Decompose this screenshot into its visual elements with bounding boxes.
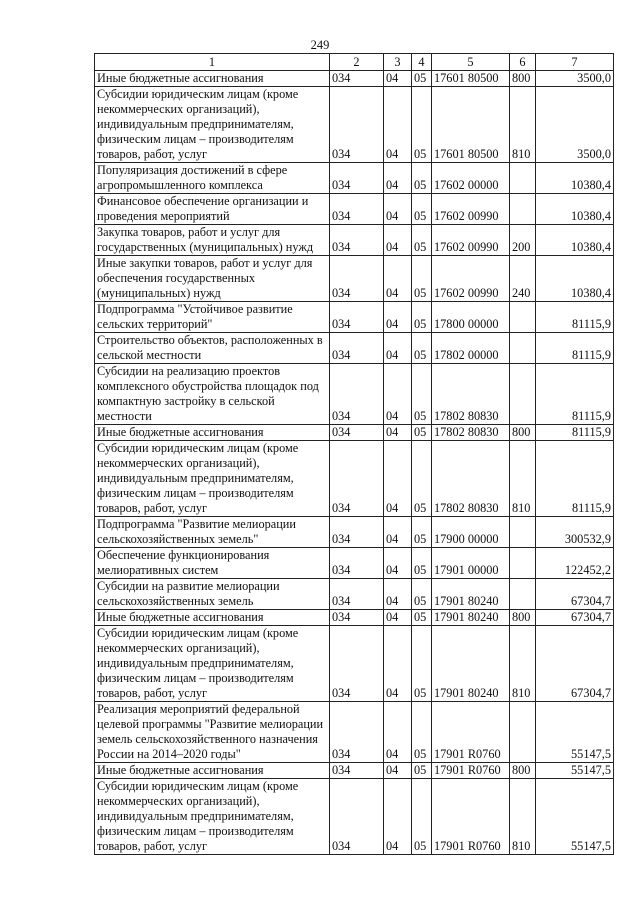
subsection-code-cell: 05 <box>412 163 432 194</box>
subsection-code-cell: 05 <box>412 779 432 855</box>
amount-cell: 300532,9 <box>536 517 614 548</box>
target-article-cell: 17802 80830 <box>432 425 510 441</box>
expense-type-cell <box>510 548 536 579</box>
expense-type-cell <box>510 517 536 548</box>
row-name-cell: Подпрограмма "Развитие мелиорации сельскохозяйственных земель" <box>95 517 330 548</box>
section-code-cell: 04 <box>384 779 412 855</box>
ved-code-cell: 034 <box>330 610 384 626</box>
ved-code-cell: 034 <box>330 163 384 194</box>
column-header: 5 <box>432 54 510 71</box>
amount-cell: 55147,5 <box>536 702 614 763</box>
table-row <box>95 548 614 579</box>
row-name-cell: Строительство объектов, расположенных в сельской местности <box>95 333 330 364</box>
row-name-cell: Реализация мероприятий федеральной целевой программы "Развитие мелиорации земель сельскохозяйственного назначения России на 2014–2020 годы" <box>95 702 330 763</box>
table-row <box>95 87 614 163</box>
expense-type-cell <box>510 333 536 364</box>
subsection-code-cell: 05 <box>412 702 432 763</box>
target-article-cell: 17901 R0760 <box>432 779 510 855</box>
section-code-cell: 04 <box>384 441 412 517</box>
subsection-code-cell: 05 <box>412 71 432 87</box>
table-row <box>95 333 614 364</box>
subsection-code-cell: 05 <box>412 763 432 779</box>
table-row <box>95 579 614 610</box>
amount-cell: 3500,0 <box>536 71 614 87</box>
expense-type-cell <box>510 194 536 225</box>
subsection-code-cell: 05 <box>412 256 432 302</box>
section-code-cell: 04 <box>384 71 412 87</box>
row-name-cell: Субсидии юридическим лицам (кроме некоммерческих организаций), индивидуальным предпринимателям, физическим лицам – производителям товаров, работ, услуг <box>95 441 330 517</box>
section-code-cell: 04 <box>384 626 412 702</box>
expense-type-cell <box>510 163 536 194</box>
ved-code-cell: 034 <box>330 702 384 763</box>
subsection-code-cell: 05 <box>412 302 432 333</box>
row-name-cell: Субсидии на развитие мелиорации сельскохозяйственных земель <box>95 579 330 610</box>
ved-code-cell: 034 <box>330 779 384 855</box>
section-code-cell: 04 <box>384 194 412 225</box>
expense-type-cell <box>510 364 536 425</box>
table-row <box>95 441 614 517</box>
column-header: 3 <box>384 54 412 71</box>
expense-type-cell <box>510 702 536 763</box>
ved-code-cell: 034 <box>330 225 384 256</box>
expense-type-cell: 800 <box>510 71 536 87</box>
section-code-cell: 04 <box>384 163 412 194</box>
expense-type-cell: 810 <box>510 626 536 702</box>
section-code-cell: 04 <box>384 87 412 163</box>
subsection-code-cell: 05 <box>412 548 432 579</box>
table-row <box>95 517 614 548</box>
ved-code-cell: 034 <box>330 194 384 225</box>
amount-cell: 81115,9 <box>536 441 614 517</box>
ved-code-cell: 034 <box>330 763 384 779</box>
section-code-cell: 04 <box>384 517 412 548</box>
subsection-code-cell: 05 <box>412 579 432 610</box>
ved-code-cell: 034 <box>330 302 384 333</box>
row-name-cell: Иные бюджетные ассигнования <box>95 71 330 87</box>
table-row <box>95 364 614 425</box>
section-code-cell: 04 <box>384 425 412 441</box>
target-article-cell: 17900 00000 <box>432 517 510 548</box>
ved-code-cell: 034 <box>330 425 384 441</box>
section-code-cell: 04 <box>384 225 412 256</box>
amount-cell: 55147,5 <box>536 763 614 779</box>
target-article-cell: 17802 00000 <box>432 333 510 364</box>
amount-cell: 67304,7 <box>536 626 614 702</box>
expense-type-cell: 810 <box>510 87 536 163</box>
row-name-cell: Подпрограмма "Устойчивое развитие сельских территорий" <box>95 302 330 333</box>
target-article-cell: 17602 00990 <box>432 225 510 256</box>
section-code-cell: 04 <box>384 548 412 579</box>
row-name-cell: Иные бюджетные ассигнования <box>95 425 330 441</box>
ved-code-cell: 034 <box>330 626 384 702</box>
row-name-cell: Субсидии юридическим лицам (кроме некоммерческих организаций), индивидуальным предпринимателям, физическим лицам – производителям товаров, работ, услуг <box>95 87 330 163</box>
ved-code-cell: 034 <box>330 364 384 425</box>
expense-type-cell: 810 <box>510 441 536 517</box>
subsection-code-cell: 05 <box>412 87 432 163</box>
target-article-cell: 17901 00000 <box>432 548 510 579</box>
amount-cell: 81115,9 <box>536 425 614 441</box>
subsection-code-cell: 05 <box>412 333 432 364</box>
column-header: 6 <box>510 54 536 71</box>
subsection-code-cell: 05 <box>412 425 432 441</box>
amount-cell: 55147,5 <box>536 779 614 855</box>
subsection-code-cell: 05 <box>412 364 432 425</box>
subsection-code-cell: 05 <box>412 626 432 702</box>
amount-cell: 10380,4 <box>536 194 614 225</box>
expense-type-cell: 240 <box>510 256 536 302</box>
ved-code-cell: 034 <box>330 333 384 364</box>
column-header: 1 <box>95 54 330 71</box>
subsection-code-cell: 05 <box>412 610 432 626</box>
target-article-cell: 17602 00990 <box>432 256 510 302</box>
target-article-cell: 17602 00000 <box>432 163 510 194</box>
expense-type-cell: 810 <box>510 779 536 855</box>
expense-type-cell: 800 <box>510 763 536 779</box>
ved-code-cell: 034 <box>330 71 384 87</box>
ved-code-cell: 034 <box>330 441 384 517</box>
target-article-cell: 17800 00000 <box>432 302 510 333</box>
table-row <box>95 779 614 855</box>
amount-cell: 81115,9 <box>536 333 614 364</box>
table-row <box>95 702 614 763</box>
section-code-cell: 04 <box>384 610 412 626</box>
row-name-cell: Субсидии юридическим лицам (кроме некоммерческих организаций), индивидуальным предпринимателям, физическим лицам – производителям товаров, работ, услуг <box>95 779 330 855</box>
section-code-cell: 04 <box>384 702 412 763</box>
budget-table <box>94 53 614 855</box>
column-header: 4 <box>412 54 432 71</box>
subsection-code-cell: 05 <box>412 194 432 225</box>
row-name-cell: Закупка товаров, работ и услуг для государственных (муниципальных) нужд <box>95 225 330 256</box>
section-code-cell: 04 <box>384 579 412 610</box>
column-header: 7 <box>536 54 614 71</box>
table-row <box>95 225 614 256</box>
header-row <box>95 54 614 71</box>
target-article-cell: 17901 80240 <box>432 626 510 702</box>
target-article-cell: 17802 80830 <box>432 364 510 425</box>
amount-cell: 67304,7 <box>536 610 614 626</box>
amount-cell: 10380,4 <box>536 256 614 302</box>
table-row <box>95 626 614 702</box>
table-row <box>95 763 614 779</box>
row-name-cell: Обеспечение функционирования мелиоративных систем <box>95 548 330 579</box>
ved-code-cell: 034 <box>330 548 384 579</box>
amount-cell: 67304,7 <box>536 579 614 610</box>
section-code-cell: 04 <box>384 364 412 425</box>
expense-type-cell: 800 <box>510 610 536 626</box>
row-name-cell: Популяризация достижений в сфере агропромышленного комплекса <box>95 163 330 194</box>
section-code-cell: 04 <box>384 256 412 302</box>
expense-type-cell: 800 <box>510 425 536 441</box>
target-article-cell: 17901 80240 <box>432 579 510 610</box>
row-name-cell: Иные закупки товаров, работ и услуг для обеспечения государственных (муниципальных) нужд <box>95 256 330 302</box>
target-article-cell: 17601 80500 <box>432 87 510 163</box>
amount-cell: 81115,9 <box>536 302 614 333</box>
table-row <box>95 425 614 441</box>
row-name-cell: Иные бюджетные ассигнования <box>95 610 330 626</box>
table-row <box>95 163 614 194</box>
table-row <box>95 194 614 225</box>
table-row <box>95 610 614 626</box>
ved-code-cell: 034 <box>330 87 384 163</box>
expense-type-cell <box>510 302 536 333</box>
table-row <box>95 71 614 87</box>
target-article-cell: 17901 80240 <box>432 610 510 626</box>
row-name-cell: Финансовое обеспечение организации и проведения мероприятий <box>95 194 330 225</box>
amount-cell: 81115,9 <box>536 364 614 425</box>
subsection-code-cell: 05 <box>412 441 432 517</box>
ved-code-cell: 034 <box>330 256 384 302</box>
amount-cell: 122452,2 <box>536 548 614 579</box>
section-code-cell: 04 <box>384 302 412 333</box>
subsection-code-cell: 05 <box>412 225 432 256</box>
subsection-code-cell: 05 <box>412 517 432 548</box>
ved-code-cell: 034 <box>330 579 384 610</box>
target-article-cell: 17601 80500 <box>432 71 510 87</box>
amount-cell: 3500,0 <box>536 87 614 163</box>
amount-cell: 10380,4 <box>536 163 614 194</box>
page-number: 249 <box>310 38 330 52</box>
table-row <box>95 302 614 333</box>
row-name-cell: Субсидии юридическим лицам (кроме некоммерческих организаций), индивидуальным предпринимателям, физическим лицам – производителям товаров, работ, услуг <box>95 626 330 702</box>
target-article-cell: 17901 R0760 <box>432 763 510 779</box>
ved-code-cell: 034 <box>330 517 384 548</box>
amount-cell: 10380,4 <box>536 225 614 256</box>
expense-type-cell: 200 <box>510 225 536 256</box>
target-article-cell: 17802 80830 <box>432 441 510 517</box>
section-code-cell: 04 <box>384 763 412 779</box>
table-row <box>95 256 614 302</box>
table-body <box>95 71 614 855</box>
column-header: 2 <box>330 54 384 71</box>
row-name-cell: Иные бюджетные ассигнования <box>95 763 330 779</box>
row-name-cell: Субсидии на реализацию проектов комплексного обустройства площадок под компактную застройку в сельской местности <box>95 364 330 425</box>
target-article-cell: 17602 00990 <box>432 194 510 225</box>
target-article-cell: 17901 R0760 <box>432 702 510 763</box>
section-code-cell: 04 <box>384 333 412 364</box>
expense-type-cell <box>510 579 536 610</box>
